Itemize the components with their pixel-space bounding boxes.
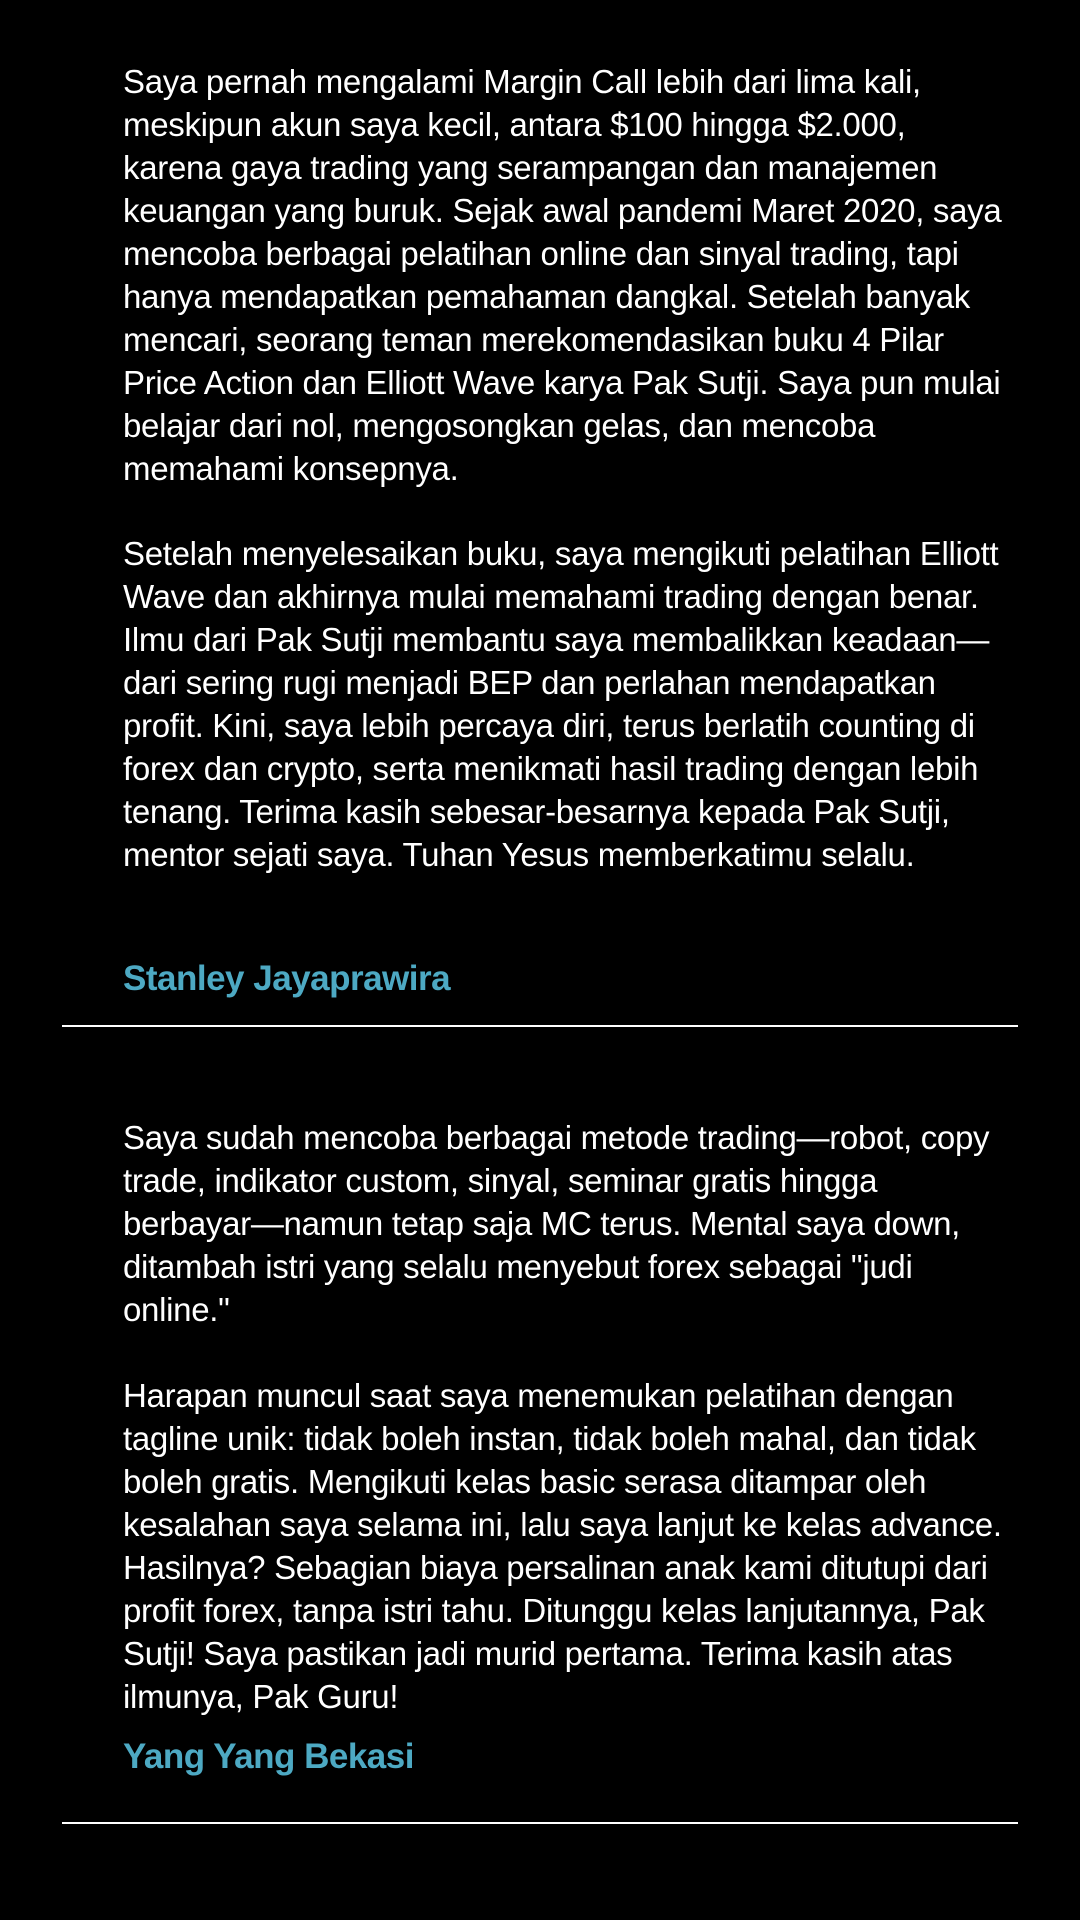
testimonial-author: Stanley Jayaprawira	[123, 959, 451, 998]
testimonial-paragraph: Saya sudah mencoba berbagai metode trading—robot, copy trade, indikator custom, sinyal, seminar gratis hingga berbayar—namun tetap saja MC terus. Mental saya down, ditambah istri yang selalu menyebut forex sebagai "judi online."	[123, 1119, 990, 1328]
testimonial-paragraph: Saya pernah mengalami Margin Call lebih dari lima kali, meskipun akun saya kecil, antara $100 hingga $2.000, karena gaya trading yang serampangan dan manajemen keuangan yang buruk. Sejak awal pandemi Maret 2020, saya mencoba berbagai pelatihan online dan sinyal trading, tapi hanya mendapatkan pemahaman dangkal. Setelah banyak mencari, seorang teman merekomendasikan buku 4 Pilar Price Action dan Elliott Wave karya Pak Sutji. Saya pun mulai belajar dari nol, mengosongkan gelas, dan mencoba memahami konsepnya.	[123, 63, 1002, 487]
testimonial-author: Yang Yang Bekasi	[123, 1737, 414, 1776]
testimonial-paragraph: Setelah menyelesaikan buku, saya mengikuti pelatihan Elliott Wave dan akhirnya mulai memahami trading dengan benar. Ilmu dari Pak Sutji membantu saya membalikkan keadaan—dari sering rugi menjadi BEP dan perlahan mendapatkan profit. Kini, saya lebih percaya diri, terus berlatih counting di forex dan crypto, serta menikmati hasil trading dengan lebih tenang. Terima kasih sebesar-besarnya kepada Pak Sutji, mentor sejati saya. Tuhan Yesus memberkatimu selalu.	[123, 535, 999, 873]
divider	[62, 1822, 1018, 1824]
divider	[62, 1025, 1018, 1027]
testimonial-paragraph: Harapan muncul saat saya menemukan pelatihan dengan tagline unik: tidak boleh instan, tidak boleh mahal, dan tidak boleh gratis. Mengikuti kelas basic serasa ditampar oleh kesalahan saya selama ini, lalu saya lanjut ke kelas advance. Hasilnya? Sebagian biaya persalinan anak kami ditutupi dari profit forex, tanpa istri tahu. Ditunggu kelas lanjutannya, Pak Sutji! Saya pastikan jadi murid pertama. Terima kasih atas ilmunya, Pak Guru!	[123, 1377, 1002, 1715]
